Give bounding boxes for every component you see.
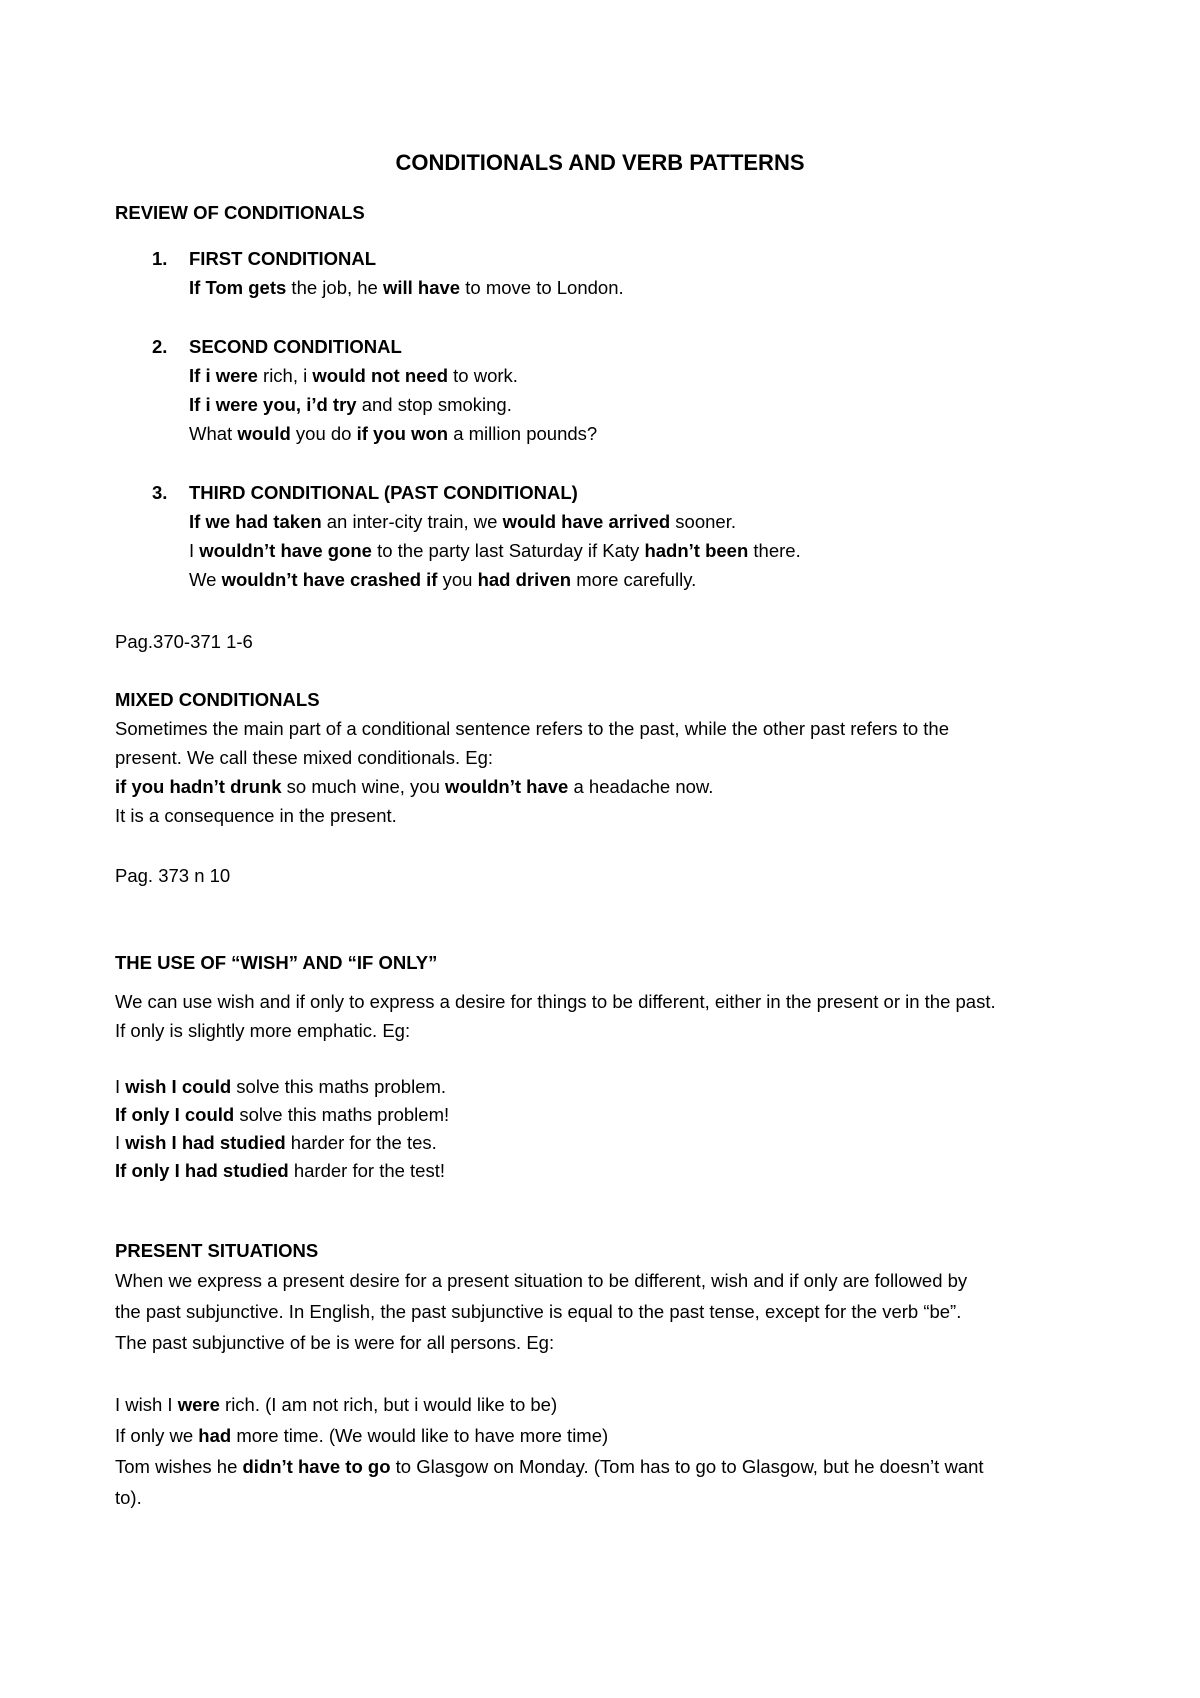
text-run: more carefully. (571, 569, 697, 590)
text-run: We (189, 569, 222, 590)
bold-text-run: if you won (356, 423, 449, 444)
text-run: I (115, 1076, 126, 1097)
bold-text-run: wouldn’t have crashed if (221, 569, 438, 590)
text-run: to Glasgow on Monday. (Tom has to go to Glasgow, but he doesn’t want (390, 1456, 984, 1477)
text-run: If only we (115, 1425, 199, 1446)
mixed-heading: MIXED CONDITIONALS (115, 689, 320, 710)
text-run: I (189, 540, 200, 561)
page-title: CONDITIONALS AND VERB PATTERNS (395, 150, 805, 175)
text-run: What (189, 423, 238, 444)
text-run: a million pounds? (448, 423, 598, 444)
item-1-number: 1. (152, 248, 168, 269)
text-run: more time. (We would like to have more time) (231, 1425, 609, 1446)
item-3-example (189, 511, 736, 533)
mixed-text (115, 747, 493, 769)
present-example (115, 1394, 557, 1416)
text-run: the job, he (286, 277, 383, 298)
text-run: It is a consequence in the present. (115, 805, 397, 826)
text-run: to move to London. (460, 277, 624, 298)
wish-example (115, 1104, 449, 1126)
bold-text-run: didn’t have to go (242, 1456, 391, 1477)
bold-text-run: hadn’t been (644, 540, 749, 561)
text-run: solve this maths problem. (231, 1076, 447, 1097)
text-run: to the party last Saturday if Katy (371, 540, 645, 561)
text-run: the past subjunctive. In English, the past subjunctive is equal to the past tense, except for the verb “be”. (115, 1301, 962, 1322)
present-example (115, 1425, 608, 1447)
text-run: there. (748, 540, 801, 561)
text-run: sooner. (670, 511, 736, 532)
present-intro (115, 1332, 554, 1354)
wish-intro (115, 1020, 410, 1042)
text-run: you do (290, 423, 357, 444)
present-intro (115, 1301, 961, 1323)
text-run: When we express a present desire for a present situation to be different, wish and if only are followed by (115, 1270, 968, 1291)
item-3-number: 3. (152, 482, 168, 503)
text-run: I (115, 1132, 126, 1153)
wish-heading: THE USE OF “WISH” AND “IF ONLY” (115, 952, 438, 973)
page-reference: Pag.370-371 1-6 (115, 631, 253, 652)
mixed-example (115, 776, 713, 798)
item-1-heading: FIRST CONDITIONAL (189, 248, 377, 269)
bold-text-run: will have (382, 277, 461, 298)
item-1-example (189, 277, 624, 299)
text-run: I wish I (115, 1394, 178, 1415)
wish-intro (115, 991, 996, 1013)
bold-text-run: If i were (189, 365, 258, 386)
bold-text-run: had driven (477, 569, 572, 590)
item-2-example (189, 423, 597, 445)
wish-example (115, 1132, 437, 1154)
text-run: Sometimes the main part of a conditional sentence refers to the past, while the other past refers to the (115, 718, 949, 739)
text-run: rich, i (257, 365, 313, 386)
text-run: harder for the tes. (285, 1132, 437, 1153)
text-run: an inter-city train, we (321, 511, 503, 532)
item-3-example (189, 540, 801, 562)
item-2-example (189, 365, 518, 387)
text-run: so much wine, you (281, 776, 445, 797)
bold-text-run: wish I could (125, 1076, 232, 1097)
bold-text-run: would have arrived (502, 511, 671, 532)
text-run: and stop smoking. (356, 394, 512, 415)
item-2-heading: SECOND CONDITIONAL (189, 336, 402, 357)
bold-text-run: would not need (312, 365, 449, 386)
text-run: If only is slightly more emphatic. Eg: (115, 1020, 411, 1041)
page-reference: Pag. 373 n 10 (115, 865, 231, 886)
text-run: harder for the test! (288, 1160, 446, 1181)
wish-example (115, 1160, 445, 1182)
item-3-heading: THIRD CONDITIONAL (PAST CONDITIONAL) (189, 482, 578, 503)
bold-text-run: if you hadn’t drunk (115, 776, 282, 797)
bold-text-run: If i were you, i’d try (189, 394, 357, 415)
review-heading: REVIEW OF CONDITIONALS (115, 202, 365, 223)
present-intro (115, 1270, 967, 1292)
text-run: to work. (448, 365, 518, 386)
text-run: rich. (I am not rich, but i would like to be) (219, 1394, 558, 1415)
bold-text-run: If only I had studied (115, 1160, 289, 1181)
bold-text-run: wouldn’t have gone (199, 540, 372, 561)
text-run: solve this maths problem! (234, 1104, 450, 1125)
text-run: The past subjunctive of be is were for all persons. Eg: (115, 1332, 555, 1353)
bold-text-run: would (237, 423, 291, 444)
bold-text-run: If only I could (115, 1104, 235, 1125)
mixed-text (115, 718, 949, 740)
text-run: We can use wish and if only to express a desire for things to be different, either in the present or in the past. (115, 991, 996, 1012)
bold-text-run: were (177, 1394, 220, 1415)
bold-text-run: wish I had studied (125, 1132, 286, 1153)
bold-text-run: If Tom gets (189, 277, 287, 298)
text-run: Tom wishes he (115, 1456, 243, 1477)
item-2-number: 2. (152, 336, 168, 357)
present-example (115, 1487, 142, 1509)
mixed-text (115, 805, 397, 827)
text-run: you (437, 569, 478, 590)
text-run: present. We call these mixed conditionals. Eg: (115, 747, 494, 768)
bold-text-run: wouldn’t have (445, 776, 569, 797)
wish-example (115, 1076, 446, 1098)
present-example (115, 1456, 984, 1478)
item-3-example (189, 569, 696, 591)
bold-text-run: had (198, 1425, 232, 1446)
bold-text-run: If we had taken (189, 511, 322, 532)
item-2-example (189, 394, 512, 416)
text-run: a headache now. (568, 776, 714, 797)
present-heading: PRESENT SITUATIONS (115, 1240, 319, 1261)
text-run: to). (115, 1487, 142, 1508)
